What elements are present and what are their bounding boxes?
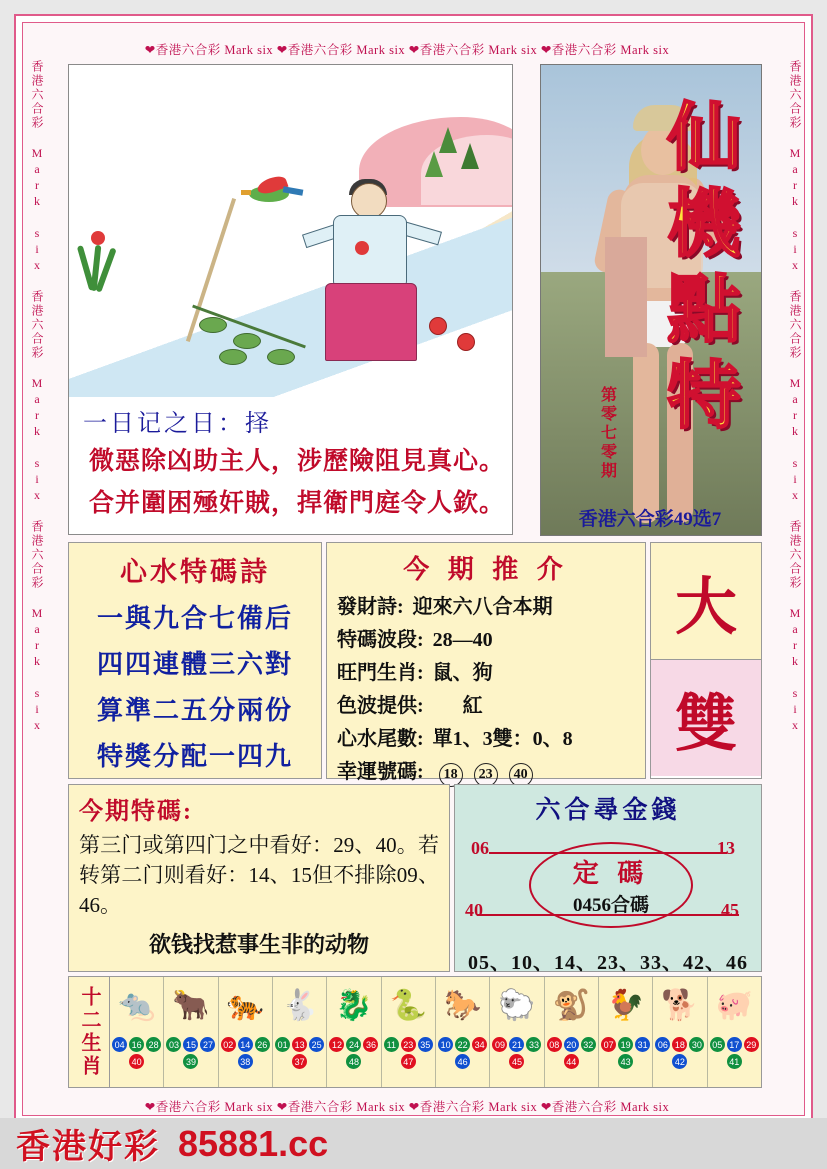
zodiac-strip	[68, 976, 762, 1088]
number-ball: 34	[472, 1037, 487, 1052]
verse-line-2: 合并圍困殛奸賊，捍衛門庭令人欽。	[89, 490, 506, 517]
bottom-banner	[0, 1118, 827, 1169]
number-ball: 35	[418, 1037, 433, 1052]
horse-icon: 🐎	[443, 989, 482, 1022]
number-ball: 41	[727, 1054, 742, 1069]
row-value: 鼠、狗	[432, 662, 493, 684]
number-ball: 05	[710, 1037, 725, 1052]
number-ball: 21	[509, 1037, 524, 1052]
bird-beak	[241, 190, 251, 195]
gold-corner-topleft: 06	[471, 838, 489, 858]
number-ball: 38	[238, 1054, 253, 1069]
number-ball: 10	[438, 1037, 453, 1052]
dog-icon: 🐕	[661, 989, 699, 1022]
recommendation-row-lucky	[337, 755, 645, 787]
poem-title: 心水特碼詩	[120, 557, 270, 587]
recommendation-row	[337, 623, 645, 652]
marquee-right: 香港六合彩 Mark six 香港六合彩 Mark six 香港六合彩 Mark six	[788, 60, 802, 734]
number-ball: 16	[129, 1037, 144, 1052]
content-area	[48, 56, 780, 1090]
zodiac-cell-goat	[490, 977, 544, 1087]
photo-caption: 香港六合彩49选7	[578, 509, 722, 530]
verse-line-1: 微惡除凶助主人，涉歷險阻見真心。	[89, 448, 506, 475]
marquee-top: ❤香港六合彩 Mark six ❤香港六合彩 Mark six ❤香港六合彩 Mark six ❤香港六合彩 Mark six	[144, 43, 670, 57]
zodiac-image	[327, 977, 380, 1035]
zodiac-cell-rat	[110, 977, 164, 1087]
zodiac-cell-monkey	[545, 977, 599, 1087]
tiger-icon: 🐅	[226, 989, 264, 1022]
zodiac-label-text: 十二生肖	[78, 986, 100, 1078]
zodiac-numbers	[382, 1035, 435, 1071]
number-ball: 18	[672, 1037, 687, 1052]
zodiac-cell-horse	[436, 977, 490, 1087]
number-ball: 25	[309, 1037, 324, 1052]
poem-line-1: 一與九合七備后	[96, 604, 293, 633]
number-ball: 08	[547, 1037, 562, 1052]
tree-icon	[461, 143, 479, 169]
banner-url[interactable]: 85881.cc	[178, 1122, 329, 1164]
leaf-icon	[199, 317, 227, 333]
zodiac-label	[69, 977, 110, 1087]
zodiac-numbers	[327, 1035, 380, 1071]
number-ball: 01	[275, 1037, 290, 1052]
number-ball: 33	[526, 1037, 541, 1052]
zodiac-cell-rooster	[599, 977, 653, 1087]
poem-line-3: 算準二五分兩份	[96, 696, 293, 725]
number-ball: 17	[727, 1037, 742, 1052]
gold-diagram	[455, 826, 761, 944]
tree-icon	[425, 151, 443, 177]
title-char-4: 特	[667, 356, 741, 438]
zodiac-numbers	[273, 1035, 326, 1071]
zodiac-cells	[110, 977, 761, 1087]
ox-icon: 🐂	[172, 989, 210, 1022]
title-char-1: 仙	[667, 98, 741, 180]
tree-icon	[439, 127, 457, 153]
snake-icon: 🐍	[389, 989, 427, 1022]
number-ball: 44	[564, 1054, 579, 1069]
row-value: 單1、3雙：0、8	[432, 728, 573, 750]
row-value: 紅	[462, 695, 483, 717]
recommendation-row	[337, 590, 645, 619]
pig-icon: 🐖	[715, 989, 753, 1022]
number-ball: 11	[384, 1037, 399, 1052]
person-robe	[333, 215, 407, 289]
number-ball: 46	[455, 1054, 470, 1069]
zodiac-image	[273, 977, 326, 1035]
number-ball: 27	[200, 1037, 215, 1052]
number-ball: 15	[183, 1037, 198, 1052]
number-ball: 19	[618, 1037, 633, 1052]
recommendation-title: 今 期 推 介	[403, 555, 569, 584]
recommendation-row	[337, 689, 645, 718]
number-ball: 39	[183, 1054, 198, 1069]
dragon-icon: 🐉	[335, 989, 373, 1022]
number-ball: 06	[655, 1037, 670, 1052]
lucky-number: 18	[439, 763, 463, 787]
number-ball: 13	[292, 1037, 307, 1052]
number-ball: 28	[146, 1037, 161, 1052]
gold-box	[454, 784, 762, 972]
gold-oval	[529, 842, 693, 928]
number-ball: 30	[689, 1037, 704, 1052]
number-ball: 31	[635, 1037, 650, 1052]
illustration	[68, 64, 513, 411]
recommendation-box	[326, 542, 646, 783]
gold-corner-bottomright: 45	[721, 900, 739, 920]
marquee-left: 香港六合彩 Mark six 香港六合彩 Mark six 香港六合彩 Mark six	[30, 60, 44, 734]
zodiac-image	[110, 977, 163, 1035]
fruit-icon	[457, 333, 475, 351]
row-value: 迎來六八合本期	[412, 596, 553, 618]
row-label: 心水尾數:	[337, 728, 424, 750]
special-code-closing: 欲钱找惹事生非的动物	[148, 932, 369, 957]
number-ball: 20	[564, 1037, 579, 1052]
row-label: 色波提供:	[337, 695, 424, 717]
zodiac-numbers	[110, 1035, 163, 1071]
number-ball: 45	[509, 1054, 524, 1069]
row-label: 特碼波段:	[337, 629, 424, 651]
zodiac-numbers	[164, 1035, 217, 1071]
zodiac-numbers	[545, 1035, 598, 1071]
special-code-title: 今期特碼:	[79, 799, 193, 825]
gold-corner-topright: 13	[717, 838, 735, 858]
title-char-2: 機	[667, 184, 741, 266]
row-value: 28—40	[432, 629, 493, 651]
zodiac-cell-dragon	[327, 977, 381, 1087]
number-ball: 12	[329, 1037, 344, 1052]
number-ball: 26	[255, 1037, 270, 1052]
number-ball: 48	[346, 1054, 361, 1069]
fruit-icon	[429, 317, 447, 335]
number-ball: 09	[492, 1037, 507, 1052]
zodiac-image	[653, 977, 706, 1035]
row-label: 旺門生肖:	[337, 662, 424, 684]
big-word-box	[650, 542, 762, 779]
big-word-top: 大	[651, 543, 761, 660]
recommendation-row	[337, 722, 645, 751]
number-ball: 22	[455, 1037, 470, 1052]
issue-number: 第零七零期	[600, 387, 617, 480]
special-code-box	[68, 784, 450, 972]
verse-box	[68, 409, 513, 535]
gold-oval-sub: 0456合碼	[572, 895, 649, 916]
number-ball: 23	[401, 1037, 416, 1052]
zodiac-image	[490, 977, 543, 1035]
zodiac-numbers	[653, 1035, 706, 1071]
number-ball: 40	[129, 1054, 144, 1069]
censor-bar	[605, 237, 647, 357]
monkey-icon: 🐒	[552, 989, 590, 1022]
gold-oval-title: 定 碼	[572, 859, 650, 888]
zodiac-image	[219, 977, 272, 1035]
recommendation-row	[337, 656, 645, 685]
leaf-icon	[267, 349, 295, 365]
publication-title	[648, 96, 760, 440]
zodiac-cell-dog	[653, 977, 707, 1087]
gold-corner-bottomleft: 40	[465, 900, 483, 920]
poem-box	[68, 542, 322, 779]
bird-icon	[239, 180, 299, 208]
zodiac-cell-pig	[708, 977, 761, 1087]
zodiac-image	[545, 977, 598, 1035]
number-ball: 04	[112, 1037, 127, 1052]
zodiac-image	[599, 977, 652, 1035]
row-label: 發財詩:	[337, 596, 404, 618]
flower-icon	[91, 231, 105, 245]
lucky-number: 23	[474, 763, 498, 787]
number-ball: 43	[618, 1054, 633, 1069]
number-ball: 32	[581, 1037, 596, 1052]
number-ball: 07	[601, 1037, 616, 1052]
zodiac-numbers	[599, 1035, 652, 1071]
gold-numbers: 05、10、14、23、33、42、46	[468, 952, 748, 974]
number-ball: 42	[672, 1054, 687, 1069]
number-ball: 47	[401, 1054, 416, 1069]
special-code-paragraph: 第三门或第四门之中看好：29、40。若转第二门则看好：14、15但不排除09、46。	[79, 833, 439, 917]
zodiac-numbers	[436, 1035, 489, 1071]
zodiac-cell-snake	[382, 977, 436, 1087]
zodiac-cell-rabbit	[273, 977, 327, 1087]
number-ball: 14	[238, 1037, 253, 1052]
poem-line-4: 特獎分配一四九	[96, 742, 293, 771]
number-ball: 29	[744, 1037, 759, 1052]
leaf-icon	[219, 349, 247, 365]
zodiac-image	[164, 977, 217, 1035]
gold-title: 六合尋金錢	[535, 797, 681, 824]
lucky-number: 40	[509, 763, 533, 787]
number-ball: 02	[221, 1037, 236, 1052]
verse-heading: 一日记之日：择	[83, 411, 272, 437]
zodiac-image	[436, 977, 489, 1035]
person-head	[351, 183, 387, 219]
rooster-icon: 🐓	[606, 989, 645, 1022]
row-label: 幸運號碼:	[337, 761, 424, 783]
poem-line-2: 四四連體三六對	[96, 650, 293, 679]
number-ball: 03	[166, 1037, 181, 1052]
banner-brand: 香港好彩	[16, 1129, 160, 1166]
rat-icon: 🐀	[117, 989, 156, 1022]
zodiac-image	[708, 977, 761, 1035]
zodiac-cell-ox	[164, 977, 218, 1087]
big-word-bottom: 雙	[651, 660, 761, 776]
marquee-bottom: ❤香港六合彩 Mark six ❤香港六合彩 Mark six ❤香港六合彩 Mark six ❤香港六合彩 Mark six	[144, 1100, 670, 1114]
number-ball: 24	[346, 1037, 361, 1052]
title-char-3: 點	[667, 270, 741, 352]
flower-icon	[355, 241, 369, 255]
zodiac-numbers	[490, 1035, 543, 1071]
zodiac-numbers	[708, 1035, 761, 1071]
branch-decoration	[189, 315, 339, 405]
number-ball: 36	[363, 1037, 378, 1052]
leaf-icon	[233, 333, 261, 349]
zodiac-cell-tiger	[219, 977, 273, 1087]
goat-icon: 🐑	[498, 989, 536, 1022]
rabbit-icon: 🐇	[280, 989, 319, 1022]
zodiac-numbers	[219, 1035, 272, 1071]
zodiac-image	[382, 977, 435, 1035]
number-ball: 37	[292, 1054, 307, 1069]
